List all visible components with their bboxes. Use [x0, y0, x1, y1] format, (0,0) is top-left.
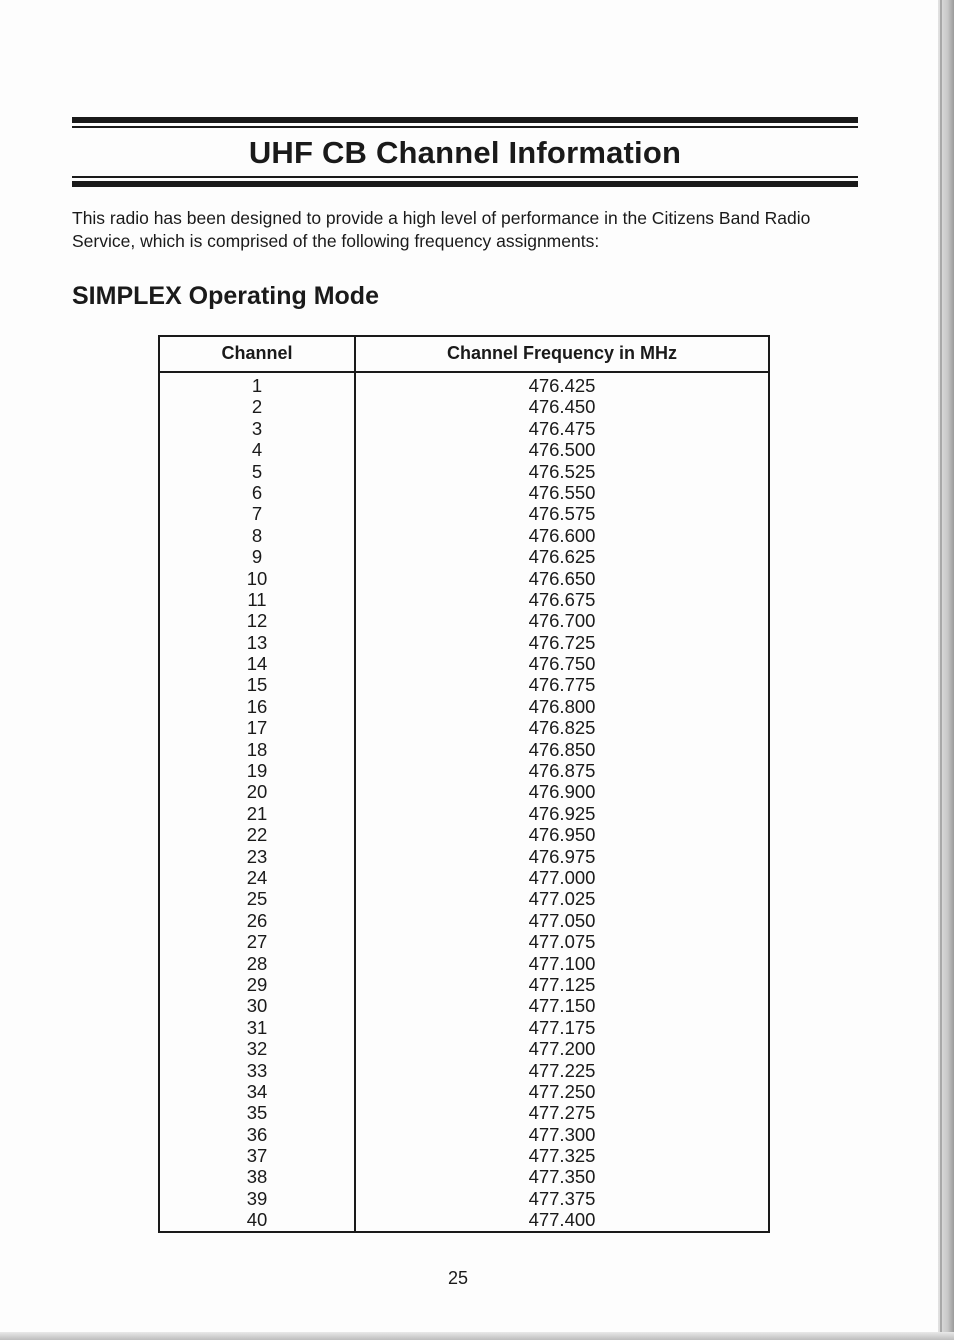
table-row [160, 396, 768, 417]
table-row [160, 589, 768, 610]
table-row [160, 1102, 768, 1123]
table-body [160, 375, 768, 1231]
header-channel: Channel [221, 343, 293, 363]
page-edge-shadow [938, 0, 954, 1340]
table-row [160, 696, 768, 717]
channel-frequency: 477.350 [528, 1166, 596, 1188]
channel-number: 22 [246, 824, 268, 846]
channel-number: 33 [246, 1059, 268, 1081]
channel-number: 24 [246, 866, 268, 888]
table-row [160, 461, 768, 482]
table-row [160, 1124, 768, 1145]
table-row [160, 503, 768, 524]
page-number: 25 [447, 1268, 469, 1288]
channel-number: 13 [246, 631, 268, 653]
channel-frequency: 477.050 [528, 909, 596, 931]
channel-number: 38 [246, 1166, 268, 1188]
channel-frequency: 476.550 [528, 481, 596, 503]
channel-frequency: 476.825 [528, 717, 596, 739]
channel-frequency: 476.925 [528, 802, 596, 824]
table-row [160, 1188, 768, 1209]
title-rule-thick-top [72, 117, 858, 123]
channel-frequency: 476.775 [528, 674, 596, 696]
table-row [160, 375, 768, 396]
table-row [160, 867, 768, 888]
channel-number: 28 [246, 952, 268, 974]
channel-number: 10 [246, 567, 268, 589]
channel-frequency: 477.150 [528, 995, 596, 1017]
channel-number: 21 [246, 802, 268, 824]
table-row [160, 1017, 768, 1038]
channel-number: 17 [246, 717, 268, 739]
channel-frequency: 477.175 [528, 1016, 596, 1038]
channel-frequency: 477.200 [528, 1038, 596, 1060]
channel-number: 7 [251, 503, 263, 525]
page-title: UHF CB Channel Information [248, 135, 682, 170]
channel-number: 18 [246, 738, 268, 760]
channel-frequency: 476.975 [528, 845, 596, 867]
channel-number: 11 [247, 588, 267, 610]
channel-number: 34 [246, 1080, 268, 1102]
table-row [160, 482, 768, 503]
channel-frequency: 477.250 [528, 1080, 596, 1102]
table-row [160, 781, 768, 802]
channel-number: 31 [246, 1016, 268, 1038]
table-row [160, 1060, 768, 1081]
channel-frequency: 476.950 [528, 824, 596, 846]
channel-number: 6 [251, 481, 263, 503]
channel-number: 35 [246, 1102, 268, 1124]
table-row [160, 1166, 768, 1187]
table-row [160, 846, 768, 867]
channel-frequency: 476.425 [528, 375, 596, 396]
channel-frequency: 477.000 [528, 866, 596, 888]
channel-frequency: 476.500 [528, 439, 596, 461]
table-row [160, 739, 768, 760]
table-row [160, 1038, 768, 1059]
channel-number: 8 [251, 524, 263, 546]
channel-number: 23 [246, 845, 268, 867]
channel-frequency: 477.300 [528, 1123, 596, 1145]
table-row [160, 995, 768, 1016]
table-header-row [160, 337, 768, 373]
table-row [160, 1209, 768, 1230]
table-row [160, 439, 768, 460]
section-heading: SIMPLEX Operating Mode [72, 282, 379, 310]
title-rule-thick-bottom [72, 181, 858, 187]
table-row [160, 931, 768, 952]
table-row [160, 910, 768, 931]
table-row [160, 760, 768, 781]
channel-number: 19 [246, 760, 268, 782]
channel-number: 16 [246, 695, 268, 717]
channel-frequency: 476.650 [528, 567, 596, 589]
table-row [160, 1145, 768, 1166]
table-row [160, 974, 768, 995]
channel-number: 14 [246, 653, 268, 675]
header-frequency: Channel Frequency in MHz [446, 343, 678, 363]
channel-frequency: 476.900 [528, 781, 596, 803]
channel-number: 25 [246, 888, 268, 910]
table-row [160, 824, 768, 845]
channel-number: 2 [251, 396, 263, 418]
channel-number: 3 [251, 417, 263, 439]
table-row [160, 546, 768, 567]
channel-number: 37 [246, 1145, 268, 1167]
page-edge-line [940, 0, 942, 1340]
channel-frequency: 476.800 [528, 695, 596, 717]
channel-frequency: 477.075 [528, 931, 596, 953]
channel-number: 26 [246, 909, 268, 931]
channel-frequency: 477.400 [528, 1209, 596, 1231]
channel-frequency: 477.025 [528, 888, 596, 910]
table-row [160, 653, 768, 674]
channel-number: 36 [246, 1123, 268, 1145]
channel-frequency: 476.675 [528, 588, 596, 610]
channel-number: 20 [246, 781, 268, 803]
table-row [160, 525, 768, 546]
channel-number: 5 [251, 460, 263, 482]
table-row [160, 888, 768, 909]
channel-number: 12 [246, 610, 268, 632]
table-row [160, 717, 768, 738]
channel-frequency: 476.575 [528, 503, 596, 525]
title-rule-top [72, 117, 858, 128]
title-rule-bottom [72, 176, 858, 187]
channel-frequency: 477.325 [528, 1145, 596, 1167]
channel-frequency: 476.750 [528, 653, 596, 675]
channel-frequency: 476.450 [528, 396, 596, 418]
channel-frequency: 477.100 [528, 952, 596, 974]
table-row [160, 1081, 768, 1102]
channel-frequency: 476.475 [528, 417, 596, 439]
channel-number: 39 [246, 1187, 268, 1209]
title-rule-thin-bottom [72, 176, 858, 178]
table-row [160, 418, 768, 439]
channel-frequency: 476.625 [528, 546, 596, 568]
title-rule-thin-top [72, 126, 858, 128]
page-bottom-edge [0, 1332, 954, 1340]
table-row [160, 632, 768, 653]
channel-frequency: 477.125 [528, 973, 596, 995]
channel-frequency: 477.275 [528, 1102, 596, 1124]
channel-frequency: 476.600 [528, 524, 596, 546]
channel-number: 40 [246, 1209, 268, 1231]
channel-frequency: 477.225 [528, 1059, 596, 1081]
channel-number: 15 [246, 674, 268, 696]
channel-number: 1 [251, 375, 263, 396]
channel-frequency: 477.375 [528, 1187, 596, 1209]
table-row [160, 803, 768, 824]
table-row [160, 953, 768, 974]
channel-frequency: 476.525 [528, 460, 596, 482]
channel-frequency-table [158, 335, 770, 1233]
channel-number: 32 [246, 1038, 268, 1060]
channel-number: 9 [251, 546, 263, 568]
channel-number: 4 [251, 439, 263, 461]
table-row [160, 568, 768, 589]
table-row [160, 610, 768, 631]
channel-frequency: 476.700 [528, 610, 596, 632]
channel-frequency: 476.725 [528, 631, 596, 653]
channel-number: 27 [246, 931, 268, 953]
channel-frequency: 476.850 [528, 738, 596, 760]
table-row [160, 674, 768, 695]
intro-paragraph: This radio has been designed to provide a high level of performance in the Citizens Band Radio Service, which is comprised of the following frequency assignments: [72, 208, 811, 251]
channel-number: 30 [246, 995, 268, 1017]
channel-number: 29 [246, 973, 268, 995]
channel-frequency: 476.875 [528, 760, 596, 782]
